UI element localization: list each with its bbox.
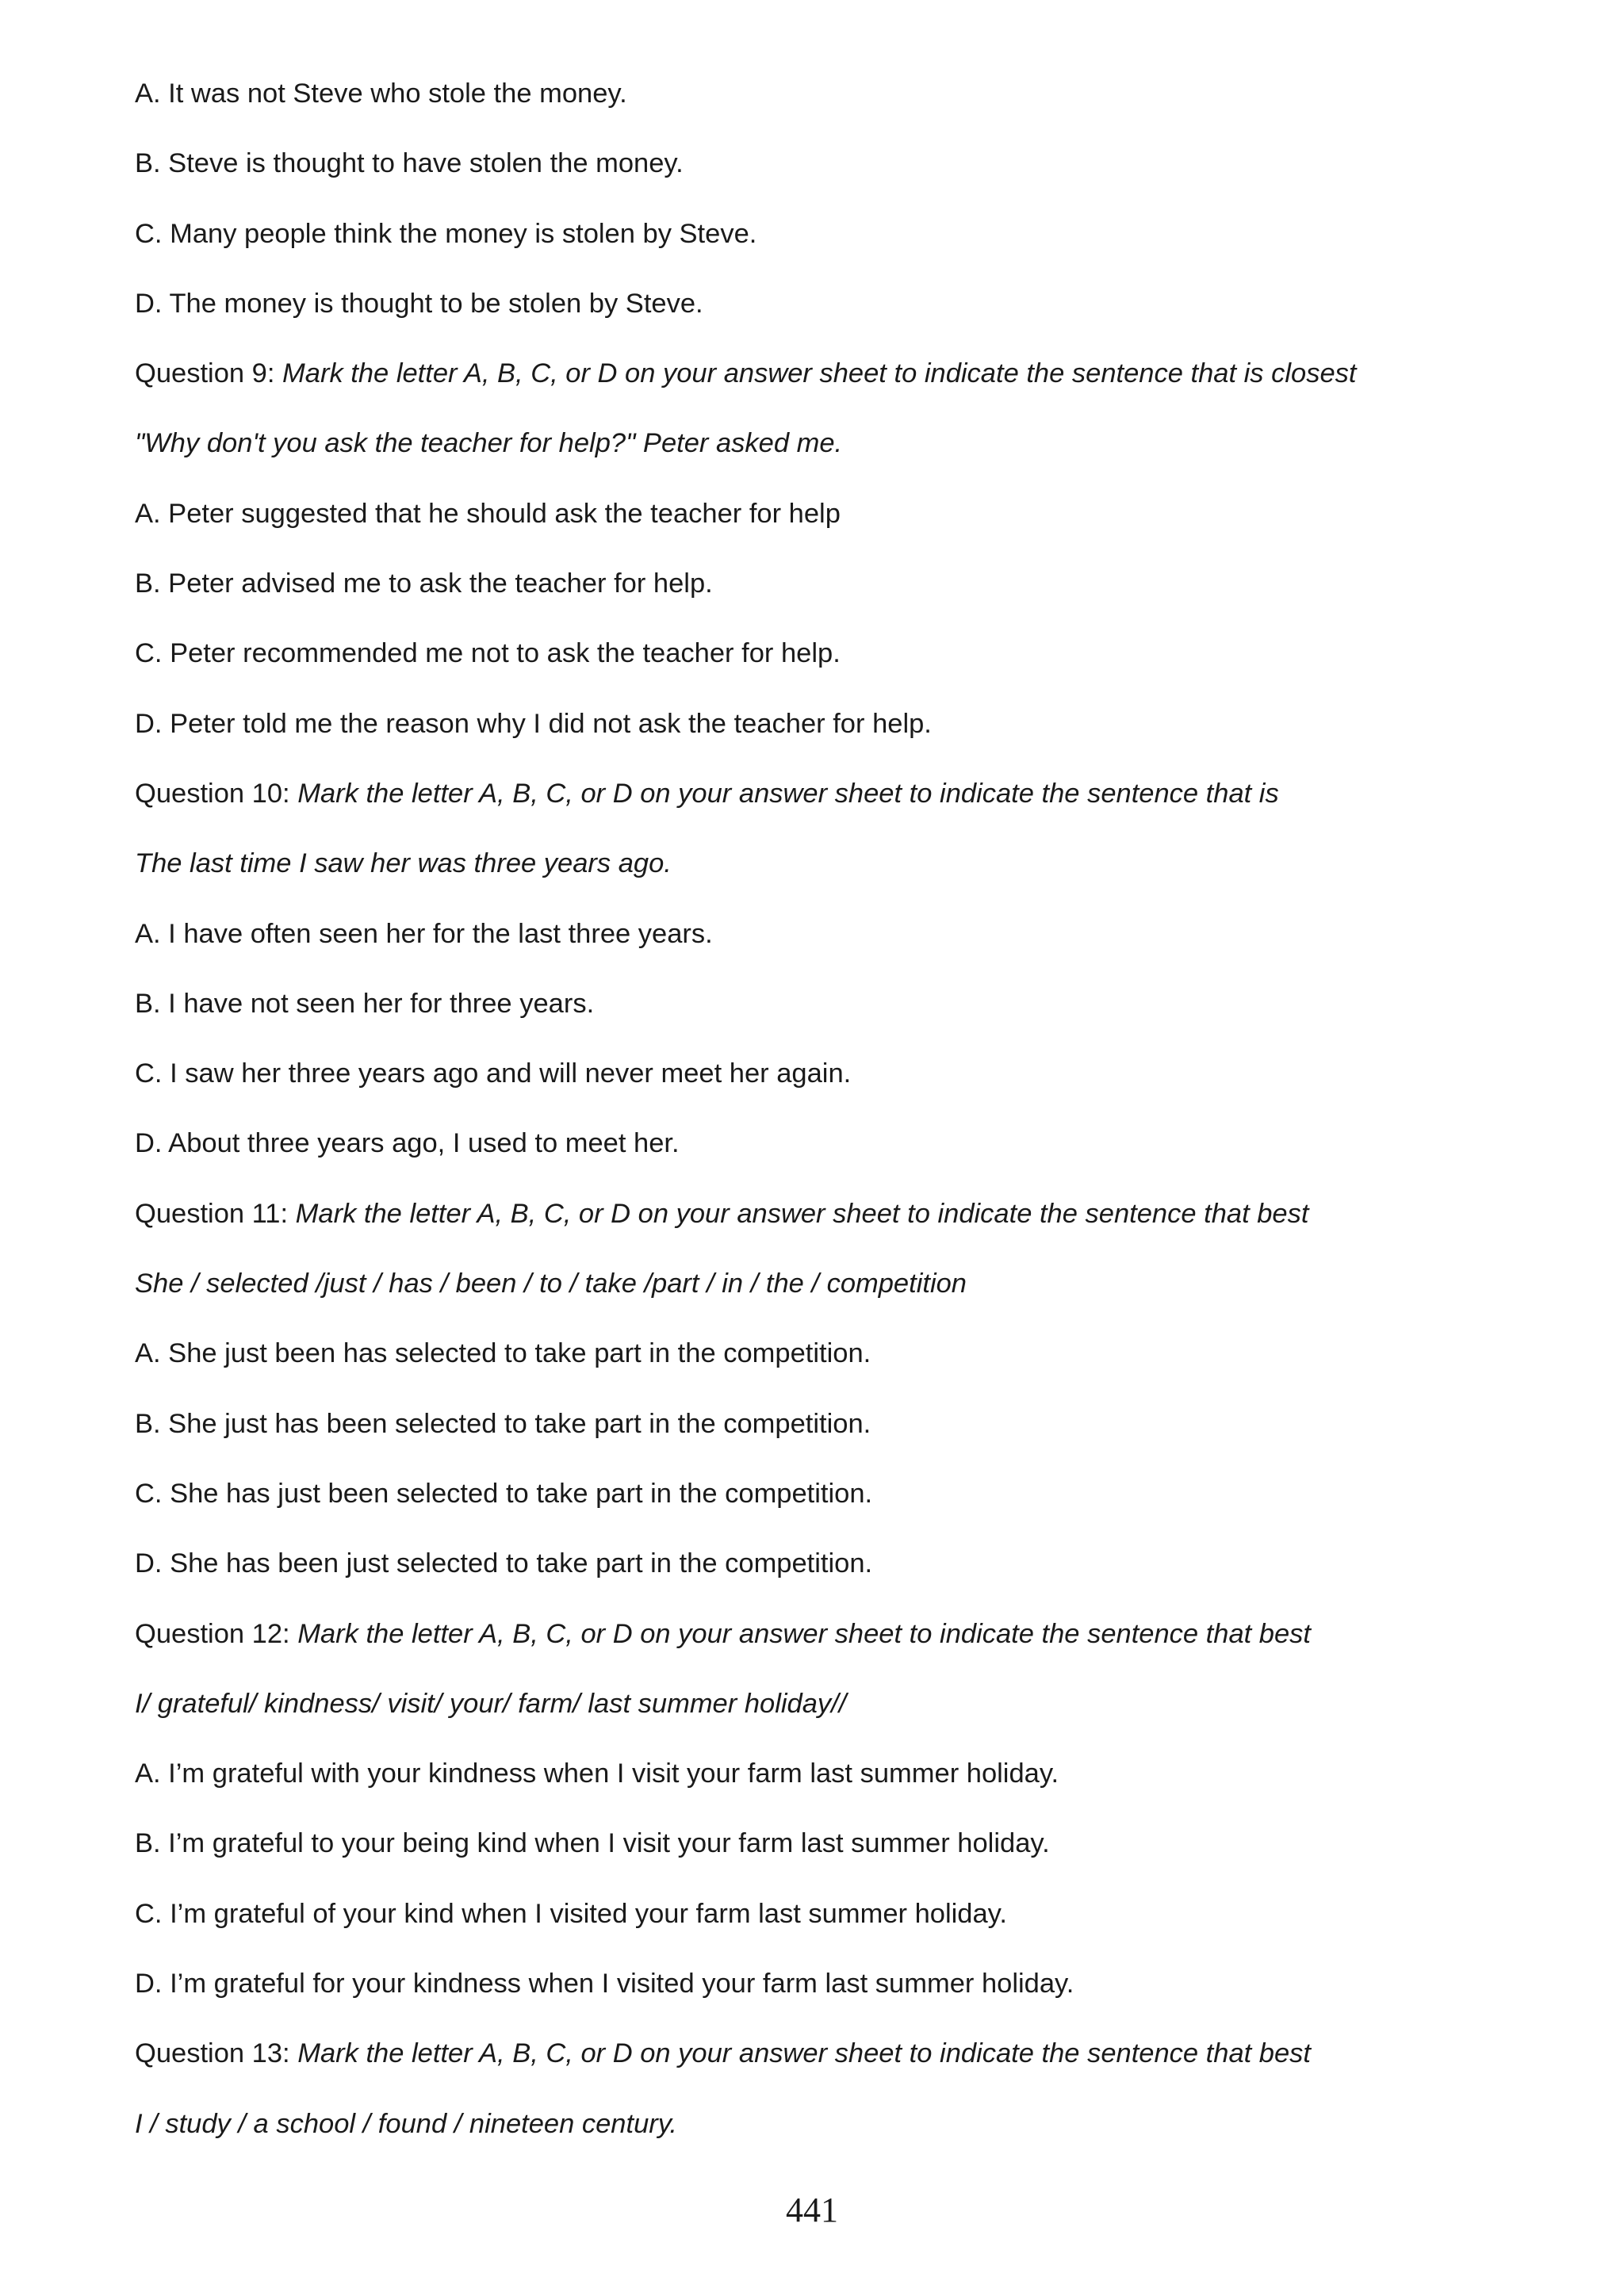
option-d: D. The money is thought to be stolen by Steve. [135,288,703,319]
question-12-prompt: I/ grateful/ kindness/ visit/ your/ farm/ last summer holiday// [135,1688,847,1719]
option-a: A. It was not Steve who stole the money. [135,78,627,109]
option-c: C. Many people think the money is stolen by Steve. [135,218,757,249]
question-instruction: Mark the letter A, B, C, or D on your answer sheet to indicate the sentence that best [297,1618,1312,1649]
option-a: A. She just been has selected to take part in the competition. [135,1338,871,1369]
question-13-prompt: I / study / a school / found / nineteen century. [135,2108,678,2139]
question-label: Question 11: [135,1198,296,1229]
question-10-prompt: The last time I saw her was three years ago. [135,848,672,879]
option-b: B. I have not seen her for three years. [135,988,595,1019]
option-c: C. I saw her three years ago and will never meet her again. [135,1058,852,1089]
question-instruction: Mark the letter A, B, C, or D on your answer sheet to indicate the sentence that is closest [282,358,1357,389]
option-c: C. Peter recommended me not to ask the teacher for help. [135,638,841,669]
option-b: B. Peter advised me to ask the teacher for help. [135,568,713,599]
option-d: D. I’m grateful for your kindness when I visited your farm last summer holiday. [135,1969,1074,1999]
question-label: Question 9: [135,358,283,389]
question-11-prompt: She / selected /just / has / been / to / take /part / in / the / competition [135,1269,967,1299]
option-c: C. She has just been selected to take part in the competition. [135,1478,873,1509]
question-11-header [135,1192,1530,1261]
page-content [135,71,1530,2172]
question-instruction: Mark the letter A, B, C, or D on your answer sheet to indicate the sentence that best [295,1198,1309,1229]
question-13-header [135,2031,1530,2101]
page-number: 441 [786,2191,838,2229]
question-12-header [135,1612,1530,1682]
question-label: Question 12: [135,1618,298,1649]
question-instruction: Mark the letter A, B, C, or D on your answer sheet to indicate the sentence that is [297,778,1279,809]
question-9-prompt: "Why don't you ask the teacher for help?" Peter asked me. [135,428,843,459]
option-d: D. Peter told me the reason why I did not ask the teacher for help. [135,708,932,739]
question-10-header [135,771,1530,841]
option-a: A. I have often seen her for the last three years. [135,918,713,949]
option-c: C. I’m grateful of your kind when I visited your farm last summer holiday. [135,1898,1007,1929]
question-9-header [135,351,1530,421]
option-b: B. Steve is thought to have stolen the money. [135,148,684,179]
option-d: D. She has been just selected to take part in the competition. [135,1548,873,1579]
option-d: D. About three years ago, I used to meet her. [135,1128,680,1159]
option-a: A. I’m grateful with your kindness when I visit your farm last summer holiday. [135,1758,1059,1789]
question-instruction: Mark the letter A, B, C, or D on your answer sheet to indicate the sentence that best [297,2038,1312,2069]
option-b: B. I’m grateful to your being kind when I visit your farm last summer holiday. [135,1828,1050,1859]
question-label: Question 13: [135,2038,298,2069]
option-b: B. She just has been selected to take part in the competition. [135,1408,871,1439]
question-label: Question 10: [135,778,298,809]
option-a: A. Peter suggested that he should ask the teacher for help [135,498,841,529]
